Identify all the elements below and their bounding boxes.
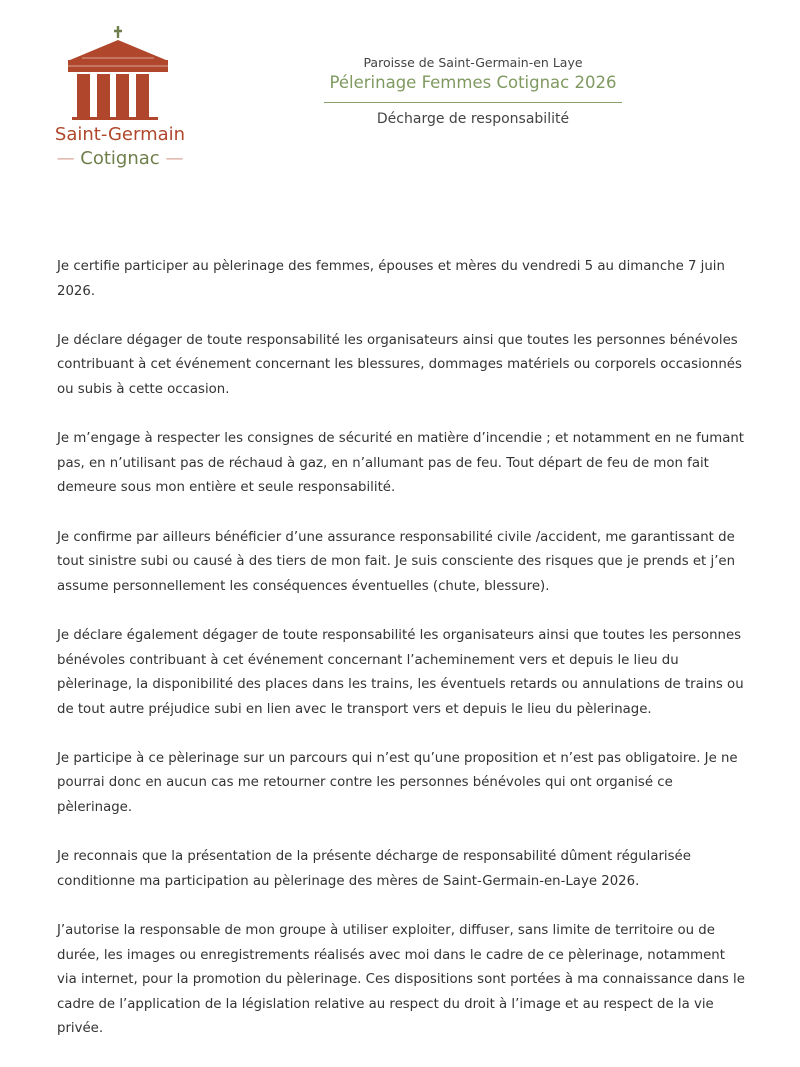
divider bbox=[324, 102, 622, 103]
paragraph: Je confirme par ailleurs bénéficier d’une assurance responsabilité civile /accident, me garantissant de tout sinistre subi ou causé à des tiers de mon fait. Je suis consciente des risques que je prends et j’en assume personnellement les conséquences éventuelles (chute, blessure). bbox=[57, 529, 736, 594]
logo bbox=[50, 26, 190, 176]
paragraph: Je reconnais que la présentation de la présente décharge de responsabilité dûment régularisée conditionne ma participation au pèlerinage des mères de Saint-Germain-en-Laye 2026. bbox=[57, 849, 691, 889]
paragraph: J’autorise la responsable de mon groupe à utiliser exploiter, diffuser, sans limite de territoire ou de durée, les images ou enregistrements réalisés avec moi dans le cadre de ce pèlerinage, notamment via internet, pour la promotion du pèlerinage. Ces dispositions sont portées à ma connaissance dans le cadre de l’application de la législation relative au respect du droit à l’image et au respect de la vie privée. bbox=[57, 923, 745, 1037]
document-body bbox=[57, 255, 745, 1067]
logo-text-saint-germain: Saint-Germain bbox=[54, 124, 186, 145]
paragraph: Je m’engage à respecter les consignes de sécurité en matière d’incendie ; et notamment en ne fumant pas, en n’utilisant pas de réchaud à gaz, en n’allumant pas de feu. Tout départ de feu de mon fait demeure sous mon entière et seule responsabilité. bbox=[57, 431, 745, 496]
page-title: Pélerinage Femmes Cotignac 2026 bbox=[329, 73, 617, 92]
paragraph: Je certifie participer au pèlerinage des femmes, épouses et mères du vendredi 5 au dimanche 7 juin 2026. bbox=[57, 259, 725, 299]
parish-name: Paroisse de Saint-Germain-en Laye bbox=[363, 55, 583, 70]
document-subtitle: Décharge de responsabilité bbox=[376, 111, 570, 127]
paragraph: Je déclare également dégager de toute responsabilité les organisateurs ainsi que toutes les personnes bénévoles contribuant à cet événement concernant l’acheminement vers et depuis le lieu du pèlerinage, la disponibilité des places dans les trains, les éventuels retards ou annulations de trains ou de tout autre préjudice subi en lien avec le transport vers et depuis le lieu du pèlerinage. bbox=[57, 627, 744, 717]
church-temple-icon bbox=[50, 26, 190, 126]
paragraph: Je participe à ce pèlerinage sur un parcours qui n’est qu’une proposition et n’est pas obligatoire. Je ne pourrai donc en aucun cas me retourner contre les personnes bénévoles qui ont organisé ce pèlerinage. bbox=[57, 750, 738, 816]
document-header bbox=[320, 55, 626, 127]
paragraph: Je déclare dégager de toute responsabilité les organisateurs ainsi que toutes les personnes bénévoles contribuant à cet événement concernant les blessures, dommages matériels ou corporels occasionnés ou subis à cette occasion. bbox=[57, 332, 742, 397]
logo-text-cotignac: — Cotignac — bbox=[56, 148, 184, 169]
